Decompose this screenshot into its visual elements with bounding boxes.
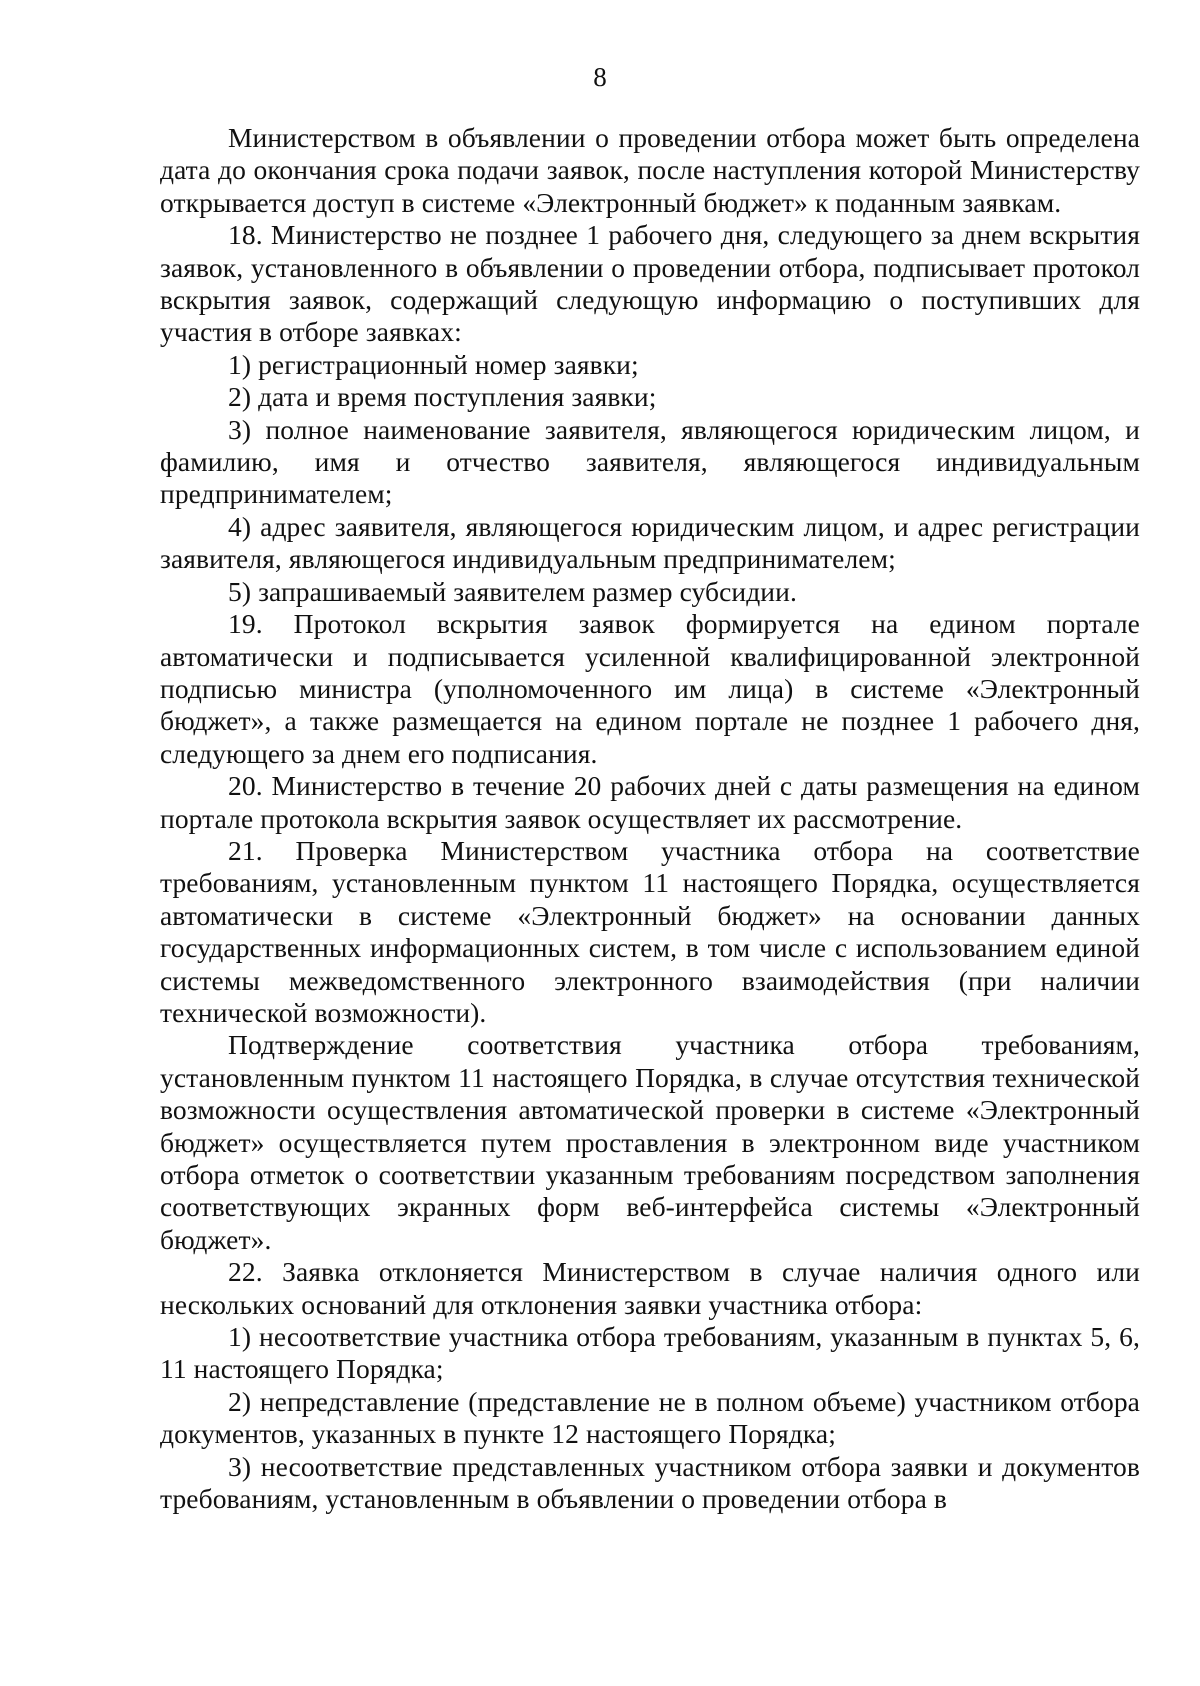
list-item-22-2: 2) непредставление (представление не в полном объеме) участником отбора документов, указанных в пункте 12 настоящего Порядка; [160,1385,1140,1450]
paragraph-22: 22. Заявка отклоняется Министерством в случае наличия одного или нескольких оснований для отклонения заявки участника отбора: [160,1256,1140,1320]
list-item-18-2: 2) дата и время поступления заявки; [228,381,657,413]
list-item-18-5: 5) запрашиваемый заявителем размер субсидии. [228,575,797,607]
paragraph-intro: Министерством в объявлении о проведении отбора может быть определена дата до окончания срока подачи заявок, после наступления которой Министерству открывается доступ в системе «Электронный бюджет» к поданным заявкам. [160,122,1140,218]
list-item-18-4: 4) адрес заявителя, являющегося юридическим лицом, и адрес регистрации заявителя, являющегося индивидуальным предпринимателем; [160,510,1140,575]
paragraph-21: 21. Проверка Министерством участника отбора на соответствие требованиям, установленным пунктом 11 настоящего Порядка, осуществляется автоматически в системе «Электронный бюджет» на основании данных государственных информационных систем, в том числе с использованием единой системы межведомственного электронного взаимодействия (при наличии технической возможности). [160,834,1140,1028]
document-body [160,122,1140,1515]
paragraph-18: 18. Министерство не позднее 1 рабочего дня, следующего за днем вскрытия заявок, установленного в объявлении о проведении отбора, подписывает протокол вскрытия заявок, содержащий следующую информацию о поступивших для участия в отборе заявках: [160,219,1140,348]
list-item-18-3: 3) полное наименование заявителя, являющегося юридическим лицом, и фамилию, имя и отчество заявителя, являющегося индивидуальным предпринимателем; [160,413,1140,510]
paragraph-19: 19. Протокол вскрытия заявок формируется на едином портале автоматически и подписывается усиленной квалифицированной электронной подписью министра (уполномоченного им лица) в системе «Электронный бюджет», а также размещается на едином портале не позднее 1 рабочего дня, следующего за днем его подписания. [160,608,1140,769]
paragraph-20: 20. Министерство в течение 20 рабочих дней с даты размещения на едином портале протокола вскрытия заявок осуществляет их рассмотрение. [160,770,1140,834]
list-item-22-1: 1) несоответствие участника отбора требованиям, указанным в пунктах 5, 6, 11 настоящего Порядка; [160,1321,1140,1385]
page-number: 8 [593,62,607,92]
paragraph-21-confirmation: Подтверждение соответствия участника отбора требованиям, установленным пунктом 11 настоящего Порядка, в случае отсутствия технической возможности осуществления автоматической проверки в системе «Электронный бюджет» осуществляется путем проставления в электронном виде участником отбора отметок о соответствии указанным требованиям посредством заполнения соответствующих экранных форм веб-интерфейса системы «Электронный бюджет». [160,1029,1140,1255]
list-item-22-3: 3) несоответствие представленных участником отбора заявки и документов требованиям, установленным в объявлении о проведении отбора в [160,1450,1140,1515]
list-item-18-1: 1) регистрационный номер заявки; [228,348,639,380]
